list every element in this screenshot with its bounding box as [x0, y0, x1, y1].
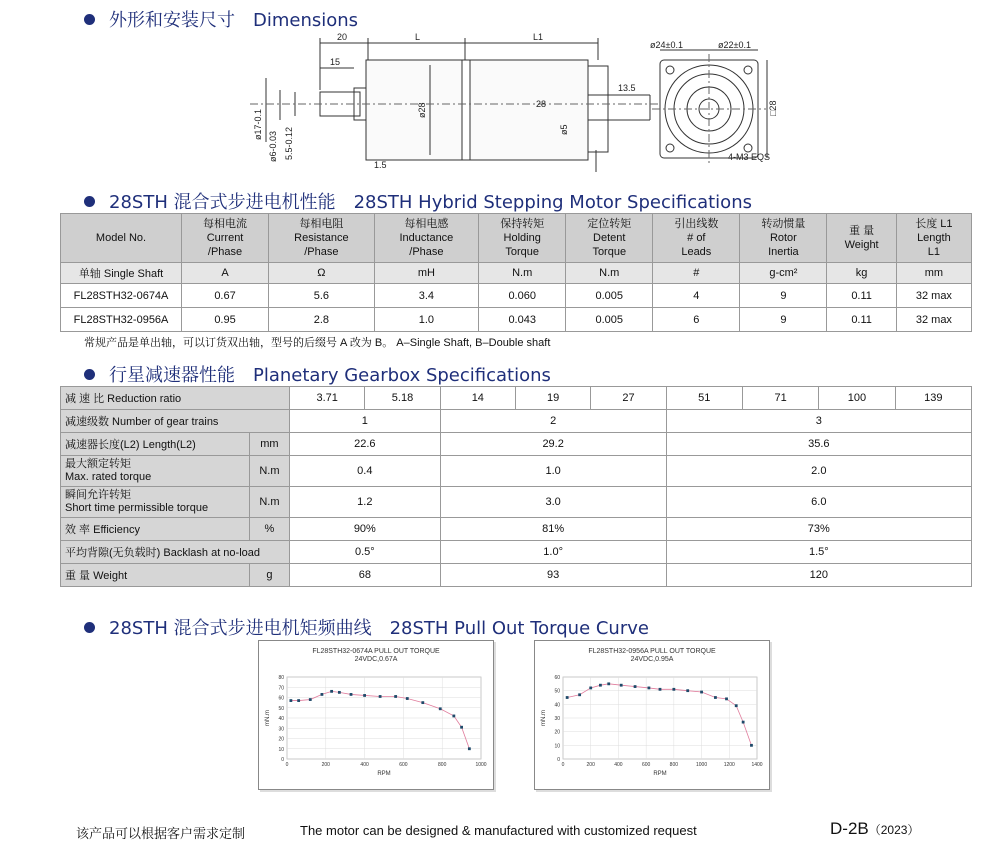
table-row — [61, 433, 972, 456]
y-tick-label: 30 — [278, 726, 284, 733]
row-unit: mm — [249, 433, 289, 456]
table-cell: 0.95 — [182, 308, 269, 332]
y-tick-label: 20 — [278, 736, 284, 743]
data-point — [350, 693, 353, 696]
table-cell: 51 — [666, 387, 742, 410]
x-tick-label: 200 — [321, 762, 330, 768]
table-header-cell: 每相电流 Current /Phase — [182, 214, 269, 263]
y-tick-label: 80 — [278, 675, 284, 681]
table-cell: 90% — [290, 518, 441, 541]
table-cell: 1.5° — [666, 541, 971, 564]
table-cell: A — [182, 263, 269, 284]
data-point — [634, 685, 637, 688]
y-tick-label: 40 — [554, 702, 560, 709]
x-tick-label: 800 — [669, 762, 679, 768]
table-cell: g-cm² — [740, 263, 827, 284]
table-cell: mH — [374, 263, 479, 284]
data-point — [672, 688, 675, 691]
table-header-cell: 定位转矩 Detent Torque — [566, 214, 653, 263]
x-axis-label: RPM — [653, 771, 667, 777]
section-title-en: 28STH Hybrid Stepping Motor Specifications — [353, 192, 752, 213]
data-point — [439, 707, 442, 710]
section-title-cn: 外形和安装尺寸 — [109, 10, 235, 31]
table-cell: 1.0° — [440, 541, 666, 564]
table-cell: 22.6 — [290, 433, 441, 456]
data-point — [700, 691, 703, 694]
section-title-cn: 行星减速器性能 — [109, 365, 235, 386]
table-cell: 0.5° — [290, 541, 441, 564]
row-label: 减 速 比 Reduction ratio — [61, 387, 290, 410]
table-header-cell: Model No. — [61, 214, 182, 263]
table-cell: 81% — [440, 518, 666, 541]
table-cell: 0.4 — [290, 456, 441, 487]
data-point — [321, 693, 324, 696]
dim-label: ø17-0.1 — [253, 108, 263, 140]
section-title-en: Planetary Gearbox Specifications — [253, 365, 551, 386]
table-cell: N.m — [479, 263, 566, 284]
table-row — [61, 284, 972, 308]
table-cell: 4 — [653, 284, 740, 308]
torque-chart-svg — [535, 641, 769, 789]
data-point — [742, 721, 745, 724]
y-tick-label: 10 — [278, 746, 284, 753]
row-label: 效 率 Efficiency — [61, 518, 250, 541]
table-row — [61, 410, 972, 433]
section-title-en: 28STH Pull Out Torque Curve — [389, 618, 649, 639]
table-cell: 6.0 — [666, 487, 971, 518]
data-point — [289, 699, 292, 702]
bullet-icon — [84, 14, 95, 25]
table-cell: 2.0 — [666, 456, 971, 487]
data-point — [620, 684, 623, 687]
torque-chart-svg — [259, 641, 493, 789]
y-tick-label: 50 — [554, 688, 560, 695]
table-cell: 29.2 — [440, 433, 666, 456]
bullet-icon — [84, 369, 95, 380]
data-point — [406, 697, 409, 700]
dim-label: ø5 — [559, 124, 569, 135]
table-header-row — [61, 214, 972, 263]
y-tick-label: 10 — [554, 743, 560, 750]
data-point — [297, 699, 300, 702]
data-point — [468, 747, 471, 750]
chart-title: FL28STH32-0674A PULL OUT TORQUE — [312, 648, 440, 655]
row-unit: % — [249, 518, 289, 541]
table-row — [61, 487, 972, 518]
row-unit: N.m — [249, 456, 289, 487]
table-row — [61, 564, 972, 587]
x-tick-label: 0 — [285, 762, 289, 768]
dim-label: ø22±0.1 — [718, 40, 751, 50]
row-label: 平均背隙(无负载时) Backlash at no-load — [61, 541, 290, 564]
torque-chart-0956a — [534, 640, 770, 790]
x-tick-label: 800 — [438, 762, 447, 768]
y-tick-label: 30 — [554, 716, 560, 722]
table-cell: 0.11 — [827, 308, 896, 332]
table-cell: 3.4 — [374, 284, 479, 308]
chart-subtitle: 24VDC,0.95A — [630, 656, 674, 663]
table-header-cell: 每相电阻 Resistance /Phase — [269, 214, 375, 263]
table-header-cell: 转动惯量 Rotor Inertia — [740, 214, 827, 263]
table-row — [61, 387, 972, 410]
dim-label: ø28 — [417, 102, 427, 118]
y-tick-label: 70 — [278, 685, 284, 692]
data-point — [330, 690, 333, 693]
table-cell: # — [653, 263, 740, 284]
table-cell: 1 — [290, 410, 441, 433]
section-title-en: Dimensions — [253, 10, 359, 31]
table-header-cell: 引出线数 # of Leads — [653, 214, 740, 263]
chart-title: FL28STH32-0956A PULL OUT TORQUE — [588, 648, 716, 655]
table-cell: 1.0 — [374, 308, 479, 332]
x-tick-label: 600 — [399, 762, 408, 768]
row-label: 瞬间允许转矩 Short time permissible torque — [61, 487, 250, 518]
motor-spec-table — [60, 213, 972, 332]
table-cell: 27 — [591, 387, 666, 410]
data-point — [589, 687, 592, 690]
dim-label: ø24±0.1 — [650, 40, 683, 50]
table-cell: 2.8 — [269, 308, 375, 332]
table-header-cell: 重 量 Weight — [827, 214, 896, 263]
series-line — [291, 691, 469, 748]
data-point — [379, 695, 382, 698]
dimension-drawing — [240, 30, 780, 180]
table-cell: 100 — [819, 387, 895, 410]
data-point — [566, 696, 569, 699]
data-point — [394, 695, 397, 698]
y-tick-label: 60 — [554, 675, 560, 681]
x-axis-label: RPM — [377, 771, 391, 777]
x-tick-label: 200 — [586, 762, 595, 768]
dim-label: 5.5-0.12 — [284, 126, 294, 160]
row-label: 减速级数 Number of gear trains — [61, 410, 290, 433]
dim-label: L — [415, 32, 421, 42]
dim-label: 28 — [536, 99, 547, 109]
x-tick-label: 400 — [614, 762, 623, 768]
y-tick-label: 40 — [278, 716, 284, 722]
table-cell: 19 — [515, 387, 590, 410]
x-tick-label: 400 — [360, 762, 369, 768]
table-cell: 9 — [740, 308, 827, 332]
y-axis-label: mN.m — [265, 710, 271, 726]
table-cell: 14 — [440, 387, 515, 410]
table-cell: 单轴 Single Shaft — [61, 263, 182, 284]
table-cell: 73% — [666, 518, 971, 541]
data-point — [421, 701, 424, 704]
data-point — [578, 693, 581, 696]
dim-label: □28 — [768, 100, 778, 116]
table-cell: 3.71 — [290, 387, 365, 410]
data-point — [607, 682, 610, 685]
footer-cn: 该产品可以根据客户需求定制 — [76, 826, 246, 841]
section-title-motor — [84, 188, 752, 214]
table-cell: 0.11 — [827, 284, 896, 308]
table-cell: N.m — [566, 263, 653, 284]
row-unit: g — [249, 564, 289, 587]
table-header-cell: 长度 L1 Length L1 — [896, 214, 971, 263]
dim-label: L1 — [533, 32, 544, 42]
table-cell: 1.0 — [440, 456, 666, 487]
table-cell: 3.0 — [440, 487, 666, 518]
data-point — [363, 694, 366, 697]
y-tick-label: 50 — [278, 705, 284, 712]
dim-label: 13.5 — [618, 83, 636, 93]
table-cell: 0.060 — [479, 284, 566, 308]
table-cell: 32 max — [896, 284, 971, 308]
x-tick-label: 1200 — [723, 762, 735, 768]
row-label: 最大额定转矩 Max. rated torque — [61, 456, 250, 487]
y-axis-label: mN.m — [541, 710, 547, 726]
table-row — [61, 456, 972, 487]
data-point — [735, 704, 738, 707]
data-point — [659, 688, 662, 691]
table-cell: FL28STH32-0956A — [61, 308, 182, 332]
table-cell: 1.2 — [290, 487, 441, 518]
row-label: 重 量 Weight — [61, 564, 250, 587]
dim-label: 4-M3 EQS — [728, 152, 771, 162]
data-point — [648, 687, 651, 690]
chart-subtitle: 24VDC,0.67A — [354, 656, 398, 663]
table-cell: 5.6 — [269, 284, 375, 308]
table-cell: mm — [896, 263, 971, 284]
table-cell: 0.67 — [182, 284, 269, 308]
table-cell: 71 — [742, 387, 818, 410]
gearbox-spec-table — [60, 386, 972, 587]
bullet-icon — [84, 196, 95, 207]
data-point — [309, 698, 312, 701]
data-point — [338, 691, 341, 694]
section-title-cn: 28STH 混合式步进电机矩频曲线 — [109, 618, 372, 639]
page-number: D-2B（2023） — [830, 819, 920, 838]
section-title-dimensions — [84, 6, 358, 32]
table-cell: 139 — [895, 387, 971, 410]
table-cell: FL28STH32-0674A — [61, 284, 182, 308]
y-tick-label: 60 — [278, 695, 284, 702]
x-tick-label: 0 — [561, 762, 565, 768]
table-cell: 0.043 — [479, 308, 566, 332]
y-tick-label: 20 — [554, 729, 560, 736]
table-cell: 2 — [440, 410, 666, 433]
x-tick-label: 1400 — [751, 762, 763, 768]
table-cell: Ω — [269, 263, 375, 284]
data-point — [460, 726, 463, 729]
table-header-cell: 保持转矩 Holding Torque — [479, 214, 566, 263]
table-cell: 5.18 — [365, 387, 440, 410]
x-tick-label: 1000 — [696, 762, 708, 768]
table-row — [61, 541, 972, 564]
table-cell: 68 — [290, 564, 441, 587]
data-point — [714, 696, 717, 699]
dim-label: 15 — [330, 57, 341, 67]
table-row — [61, 518, 972, 541]
y-tick-label: 0 — [557, 757, 560, 763]
table-units-row — [61, 263, 972, 284]
data-point — [599, 684, 602, 687]
x-tick-label: 600 — [641, 762, 651, 768]
shaft-note: 常规产品是单出轴，可以订货双出轴，型号的后缀号 A 改为 B。 A–Single Shaft, B–Double shaft — [84, 337, 551, 349]
table-cell: 3 — [666, 410, 971, 433]
row-unit: N.m — [249, 487, 289, 518]
table-row — [61, 308, 972, 332]
section-title-gearbox — [84, 361, 551, 387]
table-cell: 93 — [440, 564, 666, 587]
table-cell: 9 — [740, 284, 827, 308]
data-point — [686, 689, 689, 692]
data-point — [750, 744, 753, 747]
row-label: 减速器长度(L2) Length(L2) — [61, 433, 250, 456]
dim-label: ø6-0.03 — [268, 130, 278, 162]
table-cell: kg — [827, 263, 896, 284]
footer-en: The motor can be designed & manufactured with customized request — [300, 823, 697, 838]
table-cell: 35.6 — [666, 433, 971, 456]
data-point — [725, 697, 728, 700]
x-tick-label: 1000 — [475, 762, 487, 768]
torque-chart-0674a — [258, 640, 494, 790]
dim-label: 20 — [337, 32, 348, 42]
section-title-cn: 28STH 混合式步进电机性能 — [109, 192, 336, 213]
table-cell: 120 — [666, 564, 971, 587]
data-point — [452, 715, 455, 718]
bullet-icon — [84, 622, 95, 633]
table-cell: 6 — [653, 308, 740, 332]
table-cell: 0.005 — [566, 308, 653, 332]
table-header-cell: 每相电感 Inductance /Phase — [374, 214, 479, 263]
section-title-curve — [84, 614, 649, 640]
series-line — [567, 684, 751, 746]
table-cell: 0.005 — [566, 284, 653, 308]
table-cell: 32 max — [896, 308, 971, 332]
dim-label: 1.5 — [374, 160, 387, 170]
y-tick-label: 0 — [281, 757, 284, 763]
